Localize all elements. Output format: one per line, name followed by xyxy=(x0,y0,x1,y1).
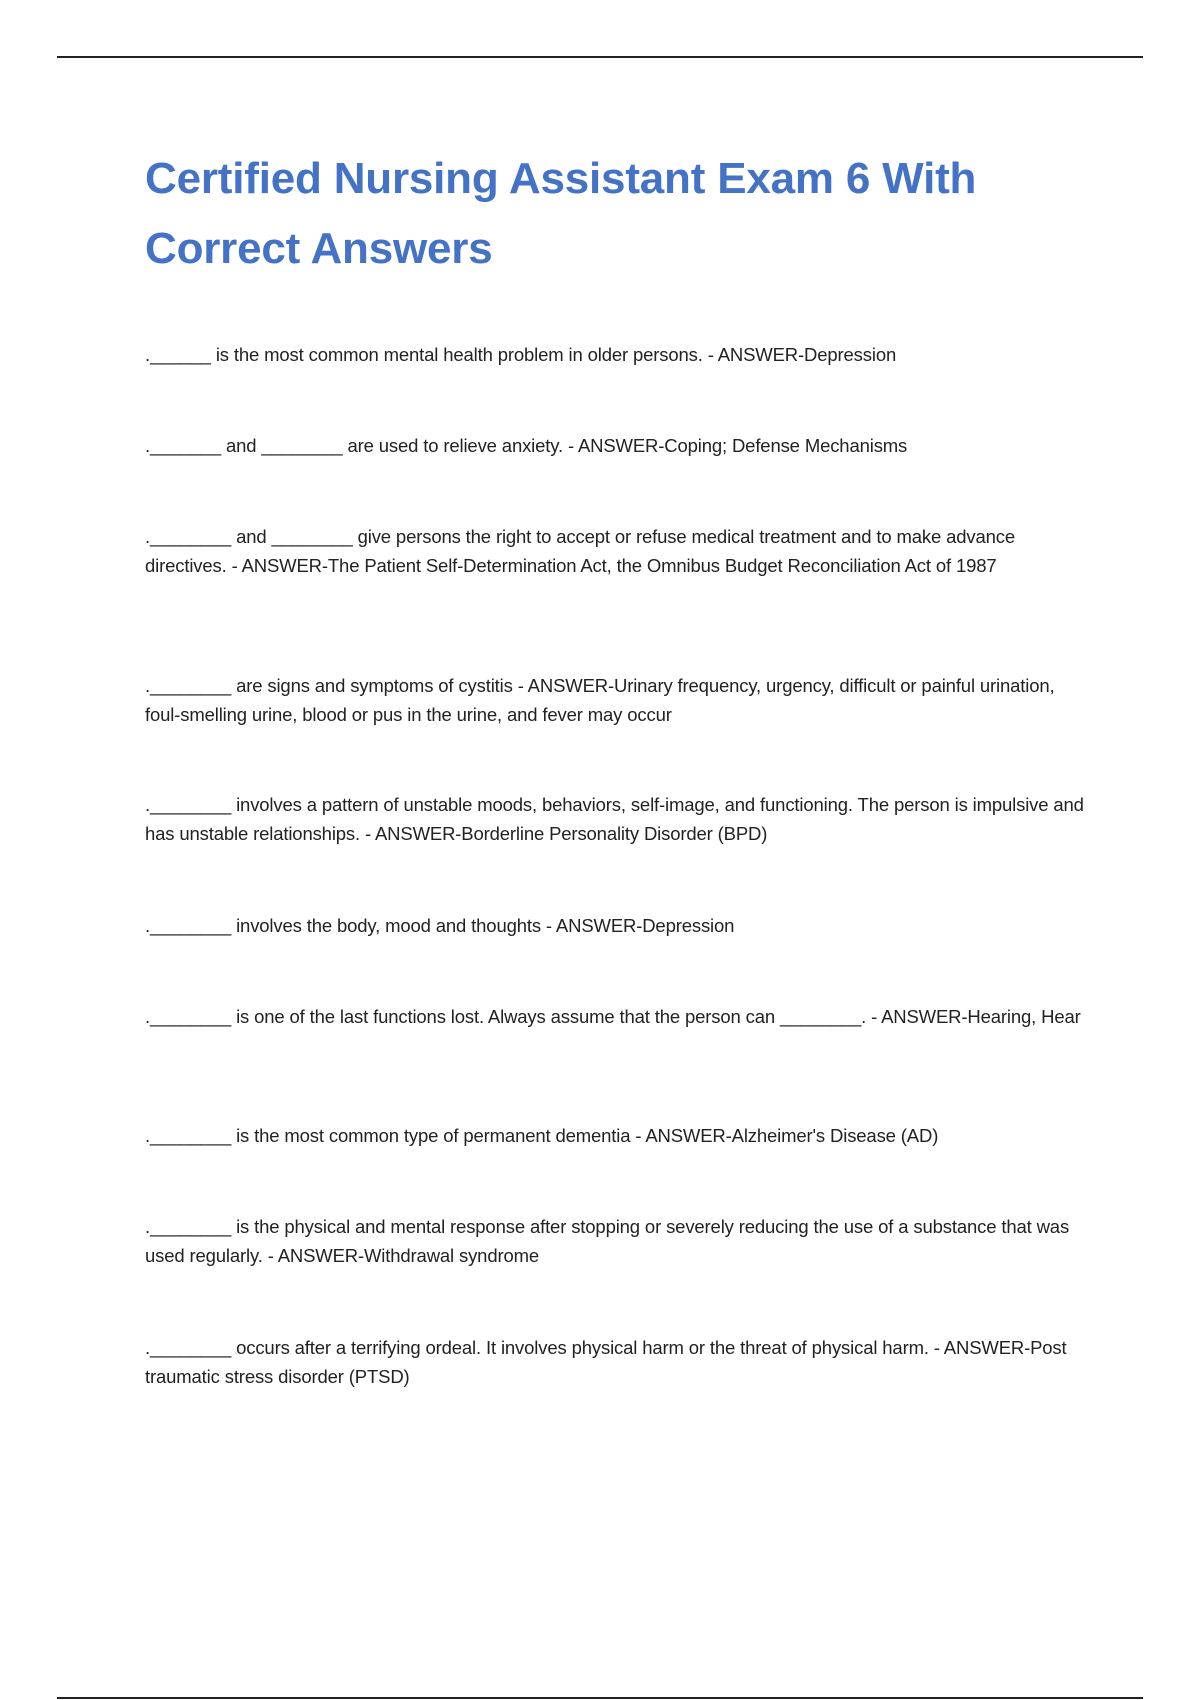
qa-item: .________ is the most common type of permanent dementia - ANSWER-Alzheimer's Disease (AD) xyxy=(145,1125,939,1146)
document-title: Certified Nursing Assistant Exam 6 With Correct Answers xyxy=(145,154,977,273)
qa-item: .________ involves a pattern of unstable moods, behaviors, self-image, and functioning. The person is impulsive and has unstable relationships. - ANSWER-Borderline Personality Disorder (BPD) xyxy=(145,794,1084,844)
qa-item: .________ occurs after a terrifying ordeal. It involves physical harm or the threat of physical harm. - ANSWER-Post traumatic stress disorder (PTSD) xyxy=(145,1337,1067,1387)
qa-item: ._______ and ________ are used to relieve anxiety. - ANSWER-Coping; Defense Mechanisms xyxy=(145,435,908,456)
qa-item: .______ is the most common mental health problem in older persons. - ANSWER-Depression xyxy=(145,344,897,365)
qa-item: .________ is one of the last functions lost. Always assume that the person can ________. - ANSWER-Hearing, Hear xyxy=(145,1006,1081,1027)
qa-item: .________ is the physical and mental response after stopping or severely reducing the use of a substance that was used regularly. - ANSWER-Withdrawal syndrome xyxy=(145,1216,1070,1266)
footer-rule xyxy=(57,1697,1143,1699)
qa-item: .________ are signs and symptoms of cystitis - ANSWER-Urinary frequency, urgency, difficult or painful urination, foul-smelling urine, blood or pus in the urine, and fever may occur xyxy=(145,675,1055,725)
qa-item: .________ involves the body, mood and thoughts - ANSWER-Depression xyxy=(145,915,735,936)
qa-item: .________ and ________ give persons the right to accept or refuse medical treatment and to make advance directives. - ANSWER-The Patient Self-Determination Act, the Omnibus Budget Reconciliation Act of 1987 xyxy=(145,526,1016,576)
header-rule xyxy=(57,56,1143,58)
